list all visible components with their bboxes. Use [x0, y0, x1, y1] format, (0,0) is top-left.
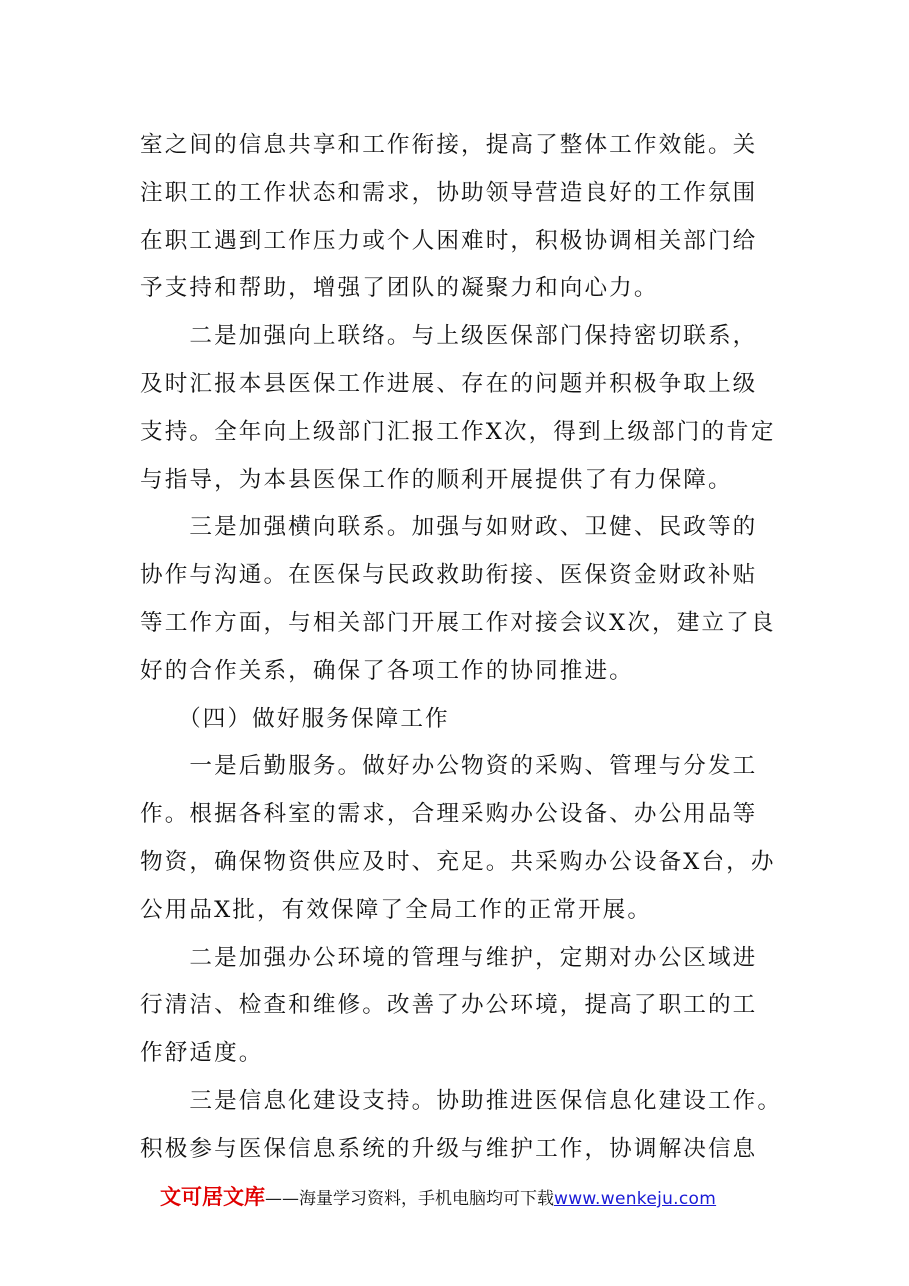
body-line: 室之间的信息共享和工作衔接，提高了整体工作效能。关 — [140, 132, 758, 158]
footer-slogan: 海量学习资料，手机电脑均可下载 — [299, 1189, 554, 1209]
body-line: 一是后勤服务。做好办公物资的采购、管理与分发工 — [140, 753, 758, 780]
body-line: 二是加强向上联络。与上级医保部门保持密切联系， — [140, 323, 758, 350]
footer-banner — [160, 1181, 800, 1215]
body-line: 与指导，为本县医保工作的顺利开展提供了有力保障。 — [140, 466, 733, 493]
body-line: 公用品X批，有效保障了全局工作的正常开展。 — [140, 896, 653, 923]
body-line: 好的合作关系，确保了各项工作的协同推进。 — [140, 657, 634, 684]
body-line: 等工作方面，与相关部门开展工作对接会议X次，建立了良 — [140, 609, 776, 636]
section-heading: （四）做好服务保障工作 — [140, 705, 450, 732]
body-line: 作舒适度。 — [140, 1040, 264, 1067]
body-line: 在职工遇到工作压力或个人困难时，积极协调相关部门给 — [140, 227, 758, 254]
document-body — [140, 125, 790, 1177]
body-line: 行清洁、检查和维修。改善了办公环境，提高了职工的工 — [140, 992, 758, 1019]
body-line: 协作与沟通。在医保与民政救助衔接、医保资金财政补贴 — [140, 562, 758, 589]
body-line: 及时汇报本县医保工作进展、存在的问题并积极争取上级 — [140, 370, 758, 397]
body-line: 物资，确保物资供应及时、充足。共采购办公设备X台，办 — [140, 848, 776, 875]
body-line: 三是加强横向联系。加强与如财政、卫健、民政等的 — [140, 514, 758, 541]
body-line: 积极参与医保信息系统的升级与维护工作，协调解决信息 — [140, 1135, 758, 1162]
body-line: 作。根据各科室的需求，合理采购办公设备、办公用品等 — [140, 801, 758, 828]
body-line: 注职工的工作状态和需求，协助领导营造良好的工作氛围 — [140, 179, 758, 206]
body-line: 二是加强办公环境的管理与维护，定期对办公区域进 — [140, 944, 758, 971]
body-line: 支持。全年向上级部门汇报工作X次，得到上级部门的肯定 — [140, 418, 776, 445]
footer-brand: 文可居文库 — [160, 1185, 265, 1209]
footer-link[interactable]: www.wenkeju.com — [554, 1189, 717, 1209]
footer-dash: —— — [265, 1189, 299, 1209]
body-line: 予支持和帮助，增强了团队的凝聚力和向心力。 — [140, 275, 659, 302]
body-line: 三是信息化建设支持。协助推进医保信息化建设工作。 — [140, 1087, 783, 1114]
